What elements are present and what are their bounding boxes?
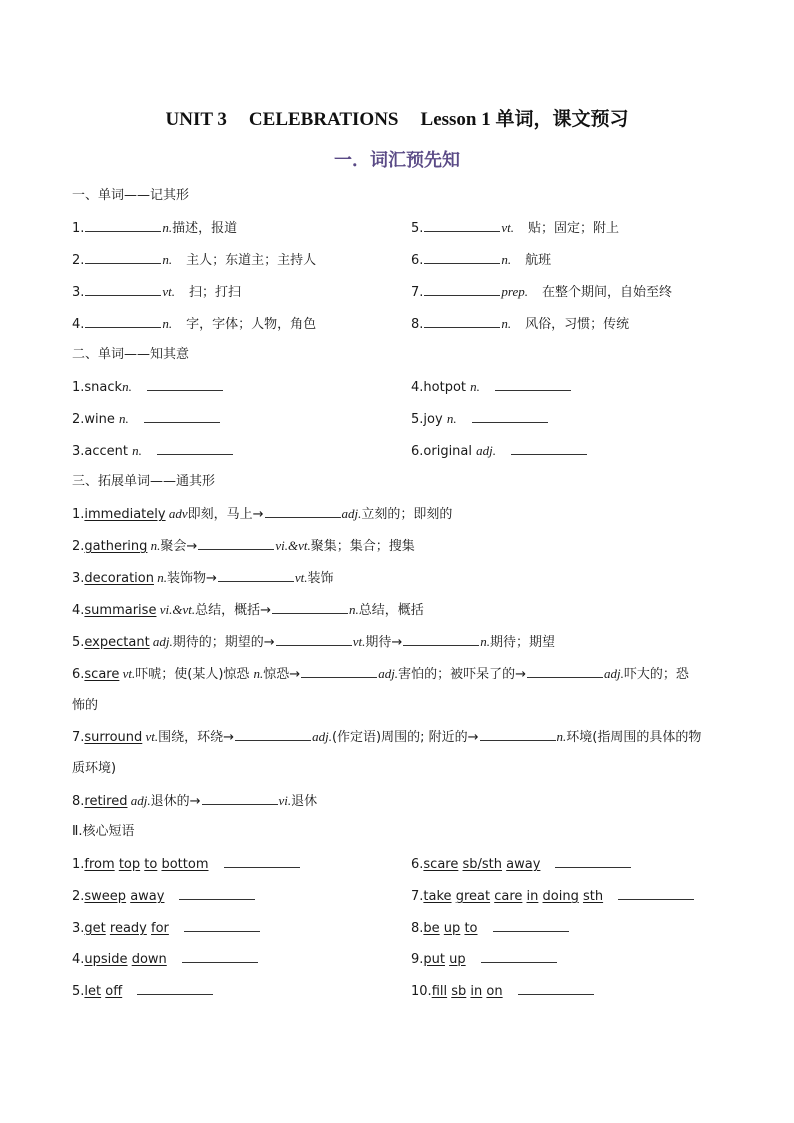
meaning: 围绕，环绕→ — [158, 730, 235, 745]
s3-item-6-continued: 怖的 — [72, 698, 99, 713]
section2-heading: 二、单词——知其意 — [72, 347, 190, 362]
meaning: 聚会→ — [160, 539, 198, 554]
phrase-word: be — [423, 921, 440, 936]
answer-blank[interactable] — [182, 950, 258, 963]
item-number: 5. — [411, 412, 424, 427]
phrase-word: scare — [423, 857, 459, 872]
title-lesson: Lesson 1 单词，课文预习 — [420, 109, 629, 130]
answer-blank[interactable] — [555, 855, 631, 868]
answer-blank[interactable] — [147, 378, 223, 391]
part-of-speech: n. — [501, 252, 512, 267]
title-theme: CELEBRATIONS — [248, 109, 399, 130]
phrase-6 — [411, 855, 632, 874]
meaning: 环境(指周围的具体的物 — [566, 730, 702, 745]
answer-blank[interactable] — [184, 919, 260, 932]
s1-item-6 — [411, 251, 551, 270]
part-of-speech: n. — [501, 316, 512, 331]
s2-item-5 — [411, 410, 549, 429]
phrase-word: for — [151, 921, 169, 936]
phrase-word: sb — [451, 984, 467, 999]
answer-blank[interactable] — [403, 633, 479, 646]
item-number: 1. — [72, 507, 85, 522]
phrase-word: get — [84, 921, 106, 936]
answer-blank[interactable] — [218, 569, 294, 582]
meaning: 在整个期间，自始至终 — [542, 285, 673, 300]
item-number: 8. — [72, 794, 85, 809]
meaning: 贴；固定；附上 — [528, 221, 620, 236]
item-number: 4. — [72, 317, 85, 332]
phrase-word: care — [494, 889, 523, 904]
part-of-speech: n. — [446, 411, 457, 426]
s1-item-7 — [411, 283, 672, 302]
part-of-speech: adj. — [378, 666, 399, 681]
phrase-7 — [411, 887, 695, 906]
s2-item-4 — [411, 378, 572, 397]
answer-blank[interactable] — [85, 251, 161, 264]
s2-item-1 — [72, 378, 224, 397]
item-number: 4. — [72, 603, 85, 618]
phrase-5 — [72, 982, 214, 1001]
meaning: 主人；东道主；主持人 — [186, 253, 317, 268]
meaning: 害怕的；被吓呆了的→ — [398, 667, 526, 682]
phrase-4 — [72, 950, 259, 969]
meaning: 惊恐→ — [263, 667, 301, 682]
phrase-3 — [72, 919, 261, 938]
meaning: 吓大的；恐 — [623, 667, 689, 682]
word: gathering — [84, 539, 148, 554]
title-unit: UNIT 3 — [165, 109, 227, 130]
s3-item-7 — [72, 728, 701, 747]
s3-item-3 — [72, 569, 334, 588]
s3-item-7-continued: 质环境) — [72, 761, 117, 776]
answer-blank[interactable] — [198, 537, 274, 550]
s3-item-5 — [72, 633, 555, 652]
word: wine — [84, 412, 115, 427]
phrase-word: up — [443, 921, 461, 936]
answer-blank[interactable] — [276, 633, 352, 646]
item-number: 6. — [411, 444, 424, 459]
s3-item-8 — [72, 792, 317, 811]
part-of-speech: vi.&vt. — [156, 602, 196, 617]
phrase-word: put — [423, 952, 445, 967]
meaning: 扫；打扫 — [189, 285, 242, 300]
part-of-speech: prep. — [501, 284, 529, 299]
answer-blank[interactable] — [424, 251, 500, 264]
phrase-word: to — [144, 857, 158, 872]
phrase-word: ready — [109, 921, 147, 936]
meaning: 退休的→ — [150, 794, 201, 809]
answer-blank[interactable] — [511, 442, 587, 455]
item-number: 6. — [72, 667, 85, 682]
meaning: 描述，报道 — [172, 221, 238, 236]
meaning: 期待；期望 — [490, 635, 556, 650]
item-number: 1. — [72, 221, 85, 236]
part-of-speech: n. — [122, 379, 132, 394]
item-number: 5. — [72, 635, 85, 650]
s3-item-1 — [72, 505, 452, 524]
word: summarise — [84, 603, 157, 618]
answer-blank[interactable] — [235, 728, 311, 741]
part-of-speech: adj. — [603, 666, 624, 681]
s1-item-5 — [411, 219, 619, 238]
meaning: 风俗，习惯；传统 — [525, 317, 630, 332]
part-of-speech: n. — [470, 379, 480, 394]
answer-blank[interactable] — [618, 887, 694, 900]
answer-blank[interactable] — [137, 982, 213, 995]
answer-blank[interactable] — [301, 665, 377, 678]
meaning: 总结，概括 — [358, 603, 424, 618]
item-number: 8. — [411, 921, 424, 936]
answer-blank[interactable] — [493, 919, 569, 932]
phrase-word: bottom — [161, 857, 209, 872]
meaning: 立刻的；即刻的 — [361, 507, 453, 522]
section3-heading: 三、拓展单词——通其形 — [72, 474, 216, 489]
answer-blank[interactable] — [495, 378, 571, 391]
s1-item-8 — [411, 315, 629, 334]
item-number: 6. — [411, 253, 424, 268]
phrase-word: let — [84, 984, 102, 999]
part-of-speech: adj. — [341, 506, 362, 521]
word: immediately — [84, 507, 166, 522]
phrase-9 — [411, 950, 558, 969]
item-number: 7. — [72, 730, 85, 745]
s2-item-6 — [411, 442, 588, 461]
item-number: 5. — [72, 984, 85, 999]
part-of-speech: vt. — [352, 634, 366, 649]
phrase-word: down — [131, 952, 167, 967]
phrase-word: sth — [582, 889, 604, 904]
part-of-speech: n. — [147, 538, 161, 553]
part-of-speech: n. — [162, 252, 173, 267]
s1-item-3 — [72, 283, 241, 302]
phrase-word: off — [105, 984, 123, 999]
word: joy — [423, 412, 443, 427]
answer-blank[interactable] — [202, 792, 278, 805]
item-number: 9. — [411, 952, 424, 967]
answer-blank[interactable] — [85, 283, 161, 296]
meaning: 期待→ — [365, 635, 403, 650]
meaning: 字，字体；人物，角色 — [186, 317, 317, 332]
phrase-word: up — [449, 952, 466, 967]
item-number: 3. — [72, 571, 85, 586]
part-of-speech: n. — [132, 443, 142, 458]
item-number: 5. — [411, 221, 424, 236]
part-of-speech: n. — [480, 634, 490, 649]
part-of-speech: vt. — [162, 284, 176, 299]
meaning: 总结，概括→ — [195, 603, 271, 618]
answer-blank[interactable] — [265, 505, 341, 518]
item-number: 10. — [411, 984, 432, 999]
meaning: 吓唬；使(某人)惊恐 — [135, 667, 254, 682]
phrase-word: sb/sth — [462, 857, 503, 872]
answer-blank[interactable] — [85, 219, 161, 232]
item-number: 7. — [411, 889, 424, 904]
phrase-word: to — [464, 921, 478, 936]
answer-blank[interactable] — [144, 410, 220, 423]
answer-blank[interactable] — [157, 442, 233, 455]
phrase-word: in — [470, 984, 483, 999]
item-number: 8. — [411, 317, 424, 332]
answer-blank[interactable] — [481, 950, 557, 963]
word: surround — [84, 730, 143, 745]
phrase-10 — [411, 982, 595, 1001]
answer-blank[interactable] — [424, 219, 500, 232]
item-number: 7. — [411, 285, 424, 300]
phrase-1 — [72, 855, 301, 874]
part-of-speech: n. — [162, 316, 173, 331]
part-of-speech: vt. — [501, 220, 515, 235]
part-of-speech: vi. — [278, 793, 292, 808]
section-subtitle: 一．词汇预先知 — [334, 150, 460, 171]
phrase-word: doing — [542, 889, 579, 904]
part-of-speech: n. — [253, 666, 264, 681]
item-number: 1. — [72, 857, 85, 872]
phrase-2 — [72, 887, 256, 906]
part-of-speech: n. — [162, 220, 173, 235]
answer-blank[interactable] — [179, 887, 255, 900]
phrase-word: from — [84, 857, 115, 872]
item-number: 3. — [72, 444, 85, 459]
phrase-8 — [411, 919, 570, 938]
meaning: (作定语)周围的; 附近的→ — [331, 730, 479, 745]
part-of-speech: vt. — [119, 666, 136, 681]
meaning: 装饰 — [307, 571, 334, 586]
part-of-speech: adj. — [149, 634, 173, 649]
item-number: 4. — [72, 952, 85, 967]
phrase-word: top — [118, 857, 141, 872]
phrase-word: in — [526, 889, 539, 904]
answer-blank[interactable] — [518, 982, 594, 995]
meaning: 航班 — [525, 253, 552, 268]
word: original — [423, 444, 472, 459]
part-of-speech: vi.&vt. — [275, 538, 311, 553]
part-of-speech: vt. — [142, 729, 159, 744]
phrase-word: upside — [84, 952, 128, 967]
part-of-speech: adj. — [127, 793, 151, 808]
part-of-speech: adj. — [476, 443, 497, 458]
word: hotpot — [423, 380, 466, 395]
word: decoration — [84, 571, 154, 586]
part-of-speech: n. — [556, 729, 567, 744]
section1-heading: 一、单词——记其形 — [72, 188, 190, 203]
item-number: 2. — [72, 539, 85, 554]
meaning: 退休 — [291, 794, 318, 809]
phrase-word: sweep — [84, 889, 127, 904]
s1-item-1 — [72, 219, 237, 238]
item-number: 2. — [72, 253, 85, 268]
word: retired — [84, 794, 128, 809]
s1-item-2 — [72, 251, 316, 270]
item-number: 6. — [411, 857, 424, 872]
s3-item-4 — [72, 601, 424, 620]
word: scare — [84, 667, 120, 682]
meaning: 期待的；期望的→ — [172, 635, 275, 650]
part-of-speech: n. — [349, 602, 359, 617]
phrase-word: away — [130, 889, 165, 904]
meaning: 即刻，马上→ — [187, 507, 264, 522]
s3-item-2 — [72, 537, 415, 556]
phrase-word: away — [506, 857, 541, 872]
s2-item-2 — [72, 410, 221, 429]
page-title — [0, 104, 794, 131]
word: expectant — [84, 635, 150, 650]
s2-item-3 — [72, 442, 234, 461]
answer-blank[interactable] — [424, 283, 500, 296]
item-number: 2. — [72, 889, 85, 904]
answer-blank[interactable] — [224, 855, 300, 868]
item-number: 2. — [72, 412, 85, 427]
answer-blank[interactable] — [527, 665, 603, 678]
phrase-word: take — [423, 889, 452, 904]
s1-item-4 — [72, 315, 316, 334]
answer-blank[interactable] — [480, 728, 556, 741]
part-of-speech: vt. — [294, 570, 308, 585]
answer-blank[interactable] — [424, 315, 500, 328]
answer-blank[interactable] — [272, 601, 348, 614]
word: snack — [84, 380, 123, 395]
meaning: 装饰物→ — [166, 571, 217, 586]
section4-heading: Ⅱ.核心短语 — [72, 824, 135, 839]
item-number: 3. — [72, 921, 85, 936]
s3-item-6 — [72, 665, 689, 684]
part-of-speech: n. — [119, 411, 129, 426]
meaning: 聚集；集合；搜集 — [310, 539, 415, 554]
item-number: 1. — [72, 380, 85, 395]
item-number: 3. — [72, 285, 85, 300]
item-number: 4. — [411, 380, 424, 395]
phrase-word: fill — [431, 984, 448, 999]
answer-blank[interactable] — [472, 410, 548, 423]
part-of-speech: n. — [153, 570, 167, 585]
phrase-word: great — [455, 889, 491, 904]
part-of-speech: adj. — [312, 729, 332, 744]
part-of-speech: adv — [165, 506, 188, 521]
answer-blank[interactable] — [85, 315, 161, 328]
phrase-word: on — [486, 984, 503, 999]
word: accent — [84, 444, 129, 459]
